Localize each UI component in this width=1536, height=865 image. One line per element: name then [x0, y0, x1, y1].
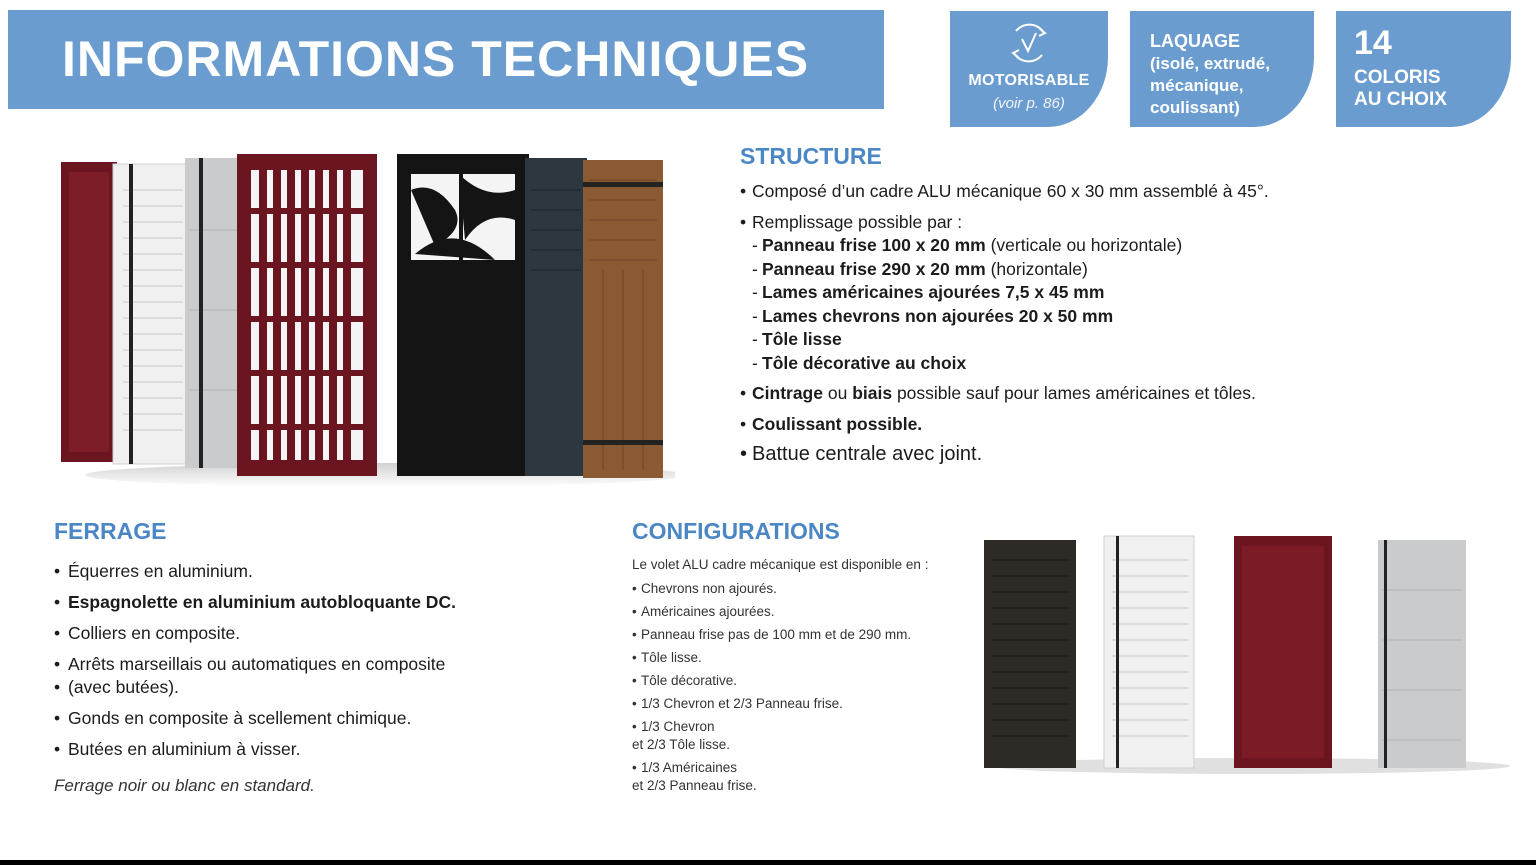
badge-coloris-line1: COLORIS	[1354, 67, 1441, 88]
ferrage-item-bold: Espagnolette en aluminium autobloquante DC.	[68, 592, 456, 612]
motor-check-icon	[1004, 21, 1054, 65]
structure-subitem-bold: Lames chevrons non ajourées 20 x 50 mm	[762, 305, 1114, 326]
ferrage-note: Ferrage noir ou blanc en standard.	[54, 776, 315, 795]
ferrage-item-cont	[54, 676, 614, 699]
structure-item-bold: Coulissant possible.	[752, 413, 923, 434]
structure-item-bold: Cintrage	[752, 383, 823, 403]
badge-laquage-detail: (isolé, extrudé, mécanique, coulissant)	[1150, 54, 1270, 117]
structure-subitem	[740, 328, 1340, 352]
ferrage-list	[54, 560, 614, 769]
structure-subitem-bold: Tôle lisse	[762, 329, 842, 349]
structure-subitem	[740, 258, 1340, 282]
configuration-item	[632, 759, 952, 795]
ferrage-item: • Arrêts marseillais ou automatiques en composite	[54, 653, 614, 676]
ferrage-item-cont-text: (avec butées).	[68, 677, 179, 697]
structure-list	[740, 180, 1340, 467]
ferrage-item: • Gonds en composite à scellement chimique.	[54, 707, 614, 730]
configuration-item: • Chevrons non ajourés.	[632, 580, 952, 598]
structure-item-bold: biais	[852, 383, 893, 403]
ferrage-item: • Équerres en aluminium.	[54, 560, 614, 583]
configuration-item: • Américaines ajourées.	[632, 603, 952, 621]
configurations-intro: Le volet ALU cadre mécanique est disponible en :	[632, 557, 929, 572]
structure-subitem-text: (horizontale)	[985, 258, 1088, 279]
structure-subitem-bold: Lames américaines ajourées 7,5 x 45 mm	[762, 282, 1105, 302]
configuration-item-line: 1/3 Américaines	[641, 760, 738, 775]
configuration-item	[632, 718, 952, 754]
structure-heading: STRUCTURE	[740, 143, 882, 169]
ferrage-item	[54, 591, 614, 614]
footer-rule	[0, 860, 1536, 865]
badge-motorisable	[950, 11, 1108, 127]
configuration-item: • Tôle décorative.	[632, 672, 952, 690]
badge-coloris-line2: AU CHOIX	[1354, 89, 1447, 110]
badge-motorisable-label: MOTORISABLE	[968, 72, 1090, 89]
structure-item	[740, 413, 1340, 437]
badge-laquage-label: LAQUAGE	[1150, 31, 1240, 51]
badge-coloris-text	[1354, 67, 1447, 111]
structure-item: • Composé d’un cadre ALU mécanique 60 x 30 mm assemblé à 45°.	[740, 180, 1340, 204]
structure-subitem	[740, 281, 1340, 305]
badge-laquage	[1130, 11, 1314, 127]
structure-subitem-text: (verticale ou horizontale)	[985, 235, 1183, 255]
ferrage-item: • Colliers en composite.	[54, 622, 614, 645]
configuration-item-line: et 2/3 Tôle lisse.	[632, 737, 731, 752]
shutters-assortment-image	[55, 150, 675, 490]
structure-subitem	[740, 352, 1340, 376]
page-title: INFORMATIONS TECHNIQUES	[62, 31, 810, 87]
structure-item-text: ou	[822, 383, 853, 403]
badge-coloris-number: 14	[1354, 24, 1392, 62]
structure-item: • Battue centrale avec joint.	[740, 443, 1340, 467]
badge-laquage-text	[1150, 30, 1270, 119]
ferrage-heading: FERRAGE	[54, 518, 167, 544]
configuration-item: • Panneau frise pas de 100 mm et de 290 mm.	[632, 626, 952, 644]
configuration-item-line: 1/3 Chevron	[641, 719, 715, 734]
structure-item	[740, 382, 1340, 406]
structure-item-text: possible sauf pour lames américaines et tôles.	[892, 383, 1256, 403]
configurations-list	[632, 580, 952, 800]
badge-coloris	[1336, 11, 1511, 127]
structure-subitem	[740, 234, 1340, 258]
badge-motorisable-note: (voir p. 86)	[993, 95, 1065, 112]
configuration-item: • Tôle lisse.	[632, 649, 952, 667]
structure-subitem-bold: Tôle décorative au choix	[762, 352, 967, 373]
ferrage-item: • Butées en aluminium à visser.	[54, 738, 614, 761]
structure-subitem	[740, 305, 1340, 329]
configurations-heading: CONFIGURATIONS	[632, 518, 840, 544]
structure-subitem-bold: Panneau frise 100 x 20 mm	[762, 235, 986, 255]
shutters-colors-image	[970, 530, 1515, 775]
configuration-item: • 1/3 Chevron et 2/3 Panneau frise.	[632, 695, 952, 713]
structure-subitem-bold: Panneau frise 290 x 20 mm	[762, 258, 986, 279]
structure-item: • Remplissage possible par :	[740, 211, 1340, 235]
configuration-item-line: et 2/3 Panneau frise.	[632, 778, 757, 793]
